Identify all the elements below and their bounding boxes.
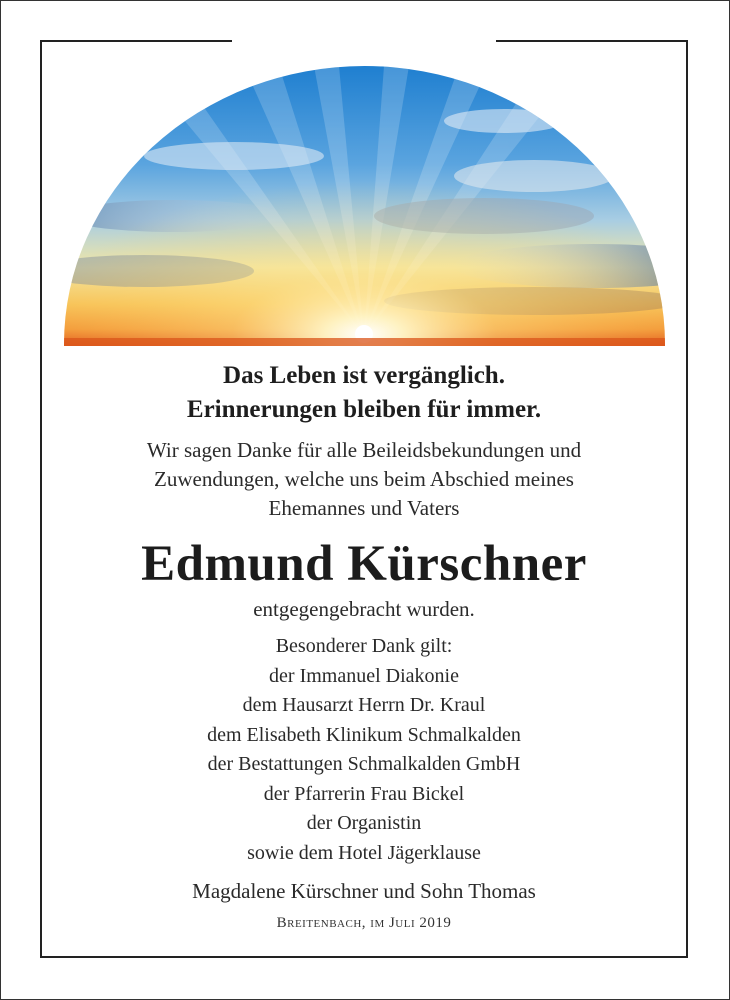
special-thanks (40, 632, 688, 868)
motto (40, 359, 688, 427)
intro-line: Zuwendungen, welche uns beim Abschied meines (154, 467, 574, 491)
intro-text (40, 436, 688, 523)
thanks-heading: Besonderer Dank gilt: (275, 635, 453, 657)
motto-line: Das Leben ist vergänglich. (223, 362, 505, 389)
sunrise-image (64, 66, 665, 346)
thanks-item: der Organistin (306, 812, 422, 834)
place-date: Breitenbach, im Juli 2019 (276, 915, 452, 931)
thanks-item: sowie dem Hotel Jägerklause (247, 841, 481, 864)
thanks-item: der Immanuel Diakonie (269, 664, 459, 687)
motto-line: Erinnerungen bleiben für immer. (186, 396, 542, 423)
thanks-item: der Bestattungen Schmalkalden GmbH (207, 753, 521, 775)
signers: Magdalene Kürschner und Sohn Thomas (192, 879, 536, 903)
thanks-item: der Pfarrerin Frau Bickel (263, 782, 465, 805)
deceased-name: Edmund Kürschner (141, 536, 587, 592)
border-gap (232, 36, 496, 46)
intro-line: Ehemannes und Vaters (268, 496, 460, 520)
thanks-item: dem Hausarzt Herrn Dr. Kraul (242, 694, 486, 716)
intro-end: entgegengebracht wurden. (253, 597, 475, 621)
thanks-item: dem Elisabeth Klinikum Schmalkalden (207, 723, 521, 746)
intro-line: Wir sagen Danke für alle Beileidsbekundungen und (146, 438, 582, 462)
